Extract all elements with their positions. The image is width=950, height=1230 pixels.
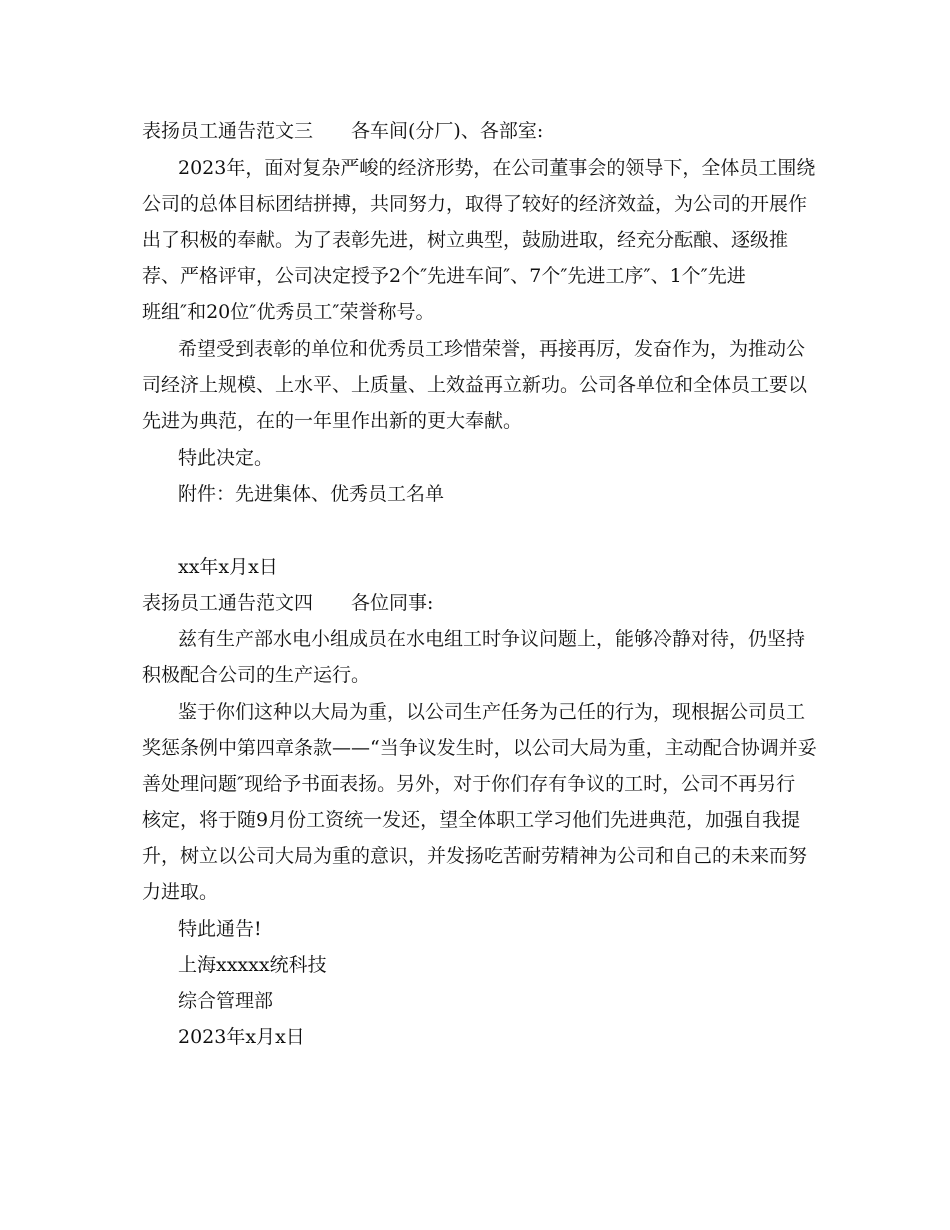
section4-p1-line1: 兹有生产部水电小组成员在水电组工时争议问题上，能够冷静对待，仍坚持 (178, 628, 806, 650)
section4-notice: 特此通告! (178, 918, 262, 940)
section4-p2-line3: 善处理问题″现给予书面表扬。另外，对于你们存有争议的工时，公司不再另行 (142, 773, 796, 795)
section3-p2-line2: 司经济上规模、上水平、上质量、上效益再立新功。公司各单位和全体员工要以 (142, 374, 808, 396)
section3-salutation: 各车间(分厂)、各部室: (351, 120, 544, 142)
section3-decision: 特此决定。 (178, 447, 274, 469)
section3-heading-line (142, 119, 812, 143)
section4-company: 上海xxxxx统科技 (178, 954, 327, 976)
section3-p1-line1: 2023年，面对复杂严峻的经济形势，在公司董事会的领导下，全体员工围绕 (178, 157, 816, 179)
section3-attachment: 附件：先进集体、优秀员工名单 (178, 483, 445, 505)
section4-p2-line4: 核定，将于随9月份工资统一发还，望全体职工学习他们先进典范，加强自我提 (142, 809, 801, 831)
section4-dept: 综合管理部 (178, 990, 274, 1012)
section3-date: xx年x月x日 (178, 556, 278, 578)
section3-heading: 表扬员工通告范文三 (142, 120, 314, 142)
section4-p2-line6: 力进取。 (142, 881, 219, 903)
section4-p2-line1: 鉴于你们这种以大局为重，以公司生产任务为己任的行为，现根据公司员工 (178, 701, 806, 723)
section4-date: 2023年x月x日 (178, 1026, 305, 1048)
section3-p1-line4: 荐、严格评审，公司决定授予2个″先进车间″、7个″先进工序″、1个″先进 (142, 265, 746, 287)
section4-p2-line5: 升，树立以公司大局为重的意识，并发扬吃苦耐劳精神为公司和自己的未来而努 (142, 845, 808, 867)
section3-p1-line2: 公司的总体目标团结拼搏，共同努力，取得了较好的经济效益，为公司的开展作 (142, 193, 808, 215)
section4-p1-line2: 积极配合公司的生产运行。 (142, 664, 371, 686)
section3-p1-line3: 出了积极的奉献。为了表彰先进，树立典型，鼓励进取，经充分酝酿、逐级推 (142, 229, 789, 251)
section4-heading-line (142, 591, 812, 615)
section3-p1-line5: 班组″和20位″优秀员工″荣誉称号。 (142, 301, 435, 323)
section4-p2-line2: 奖惩条例中第四章条款——“当争议发生时，以公司大局为重，主动配合协调并妥 (142, 737, 817, 759)
section4-salutation: 各位同事: (351, 592, 434, 614)
section3-p2-line1: 希望受到表彰的单位和优秀员工珍惜荣誉，再接再厉，发奋作为，为推动公 (178, 338, 806, 360)
section3-p2-line3: 先进为典范，在的一年里作出新的更大奉献。 (142, 410, 523, 432)
section4-heading: 表扬员工通告范文四 (142, 592, 314, 614)
